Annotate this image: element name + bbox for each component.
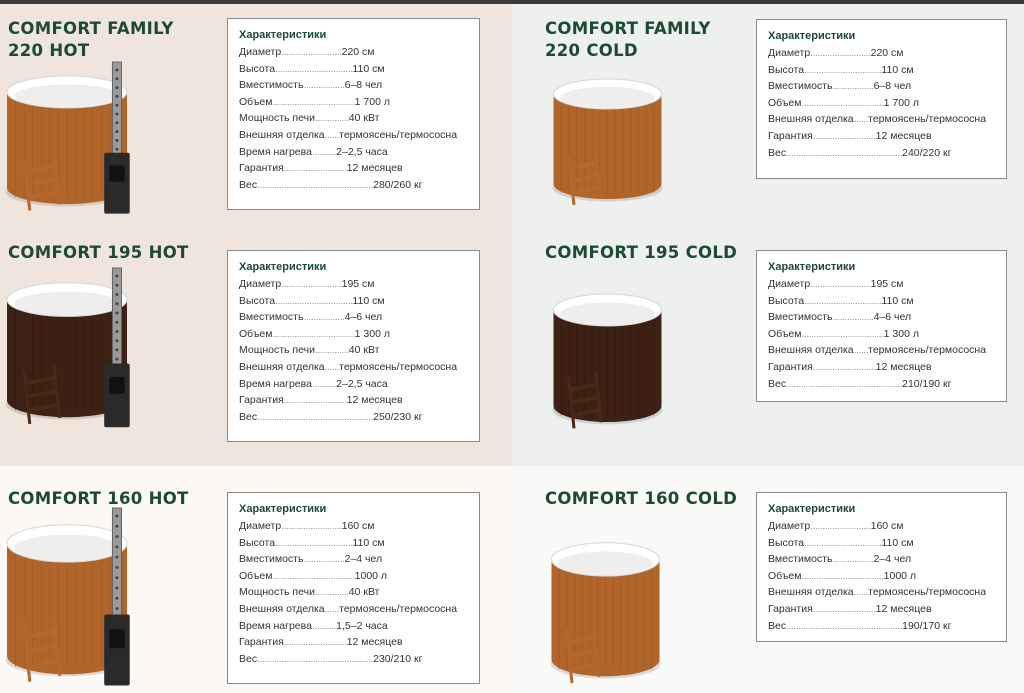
spec-row (239, 177, 469, 194)
spec-label: Гарантия (768, 360, 813, 373)
hot-tub-icon (540, 278, 675, 438)
spec-dots: ......................... (281, 520, 342, 532)
spec-value: 280/260 кг (373, 178, 423, 191)
spec-row (768, 518, 996, 535)
spec-row (768, 309, 996, 326)
spec-label: Высота (239, 62, 276, 75)
spec-dots: ................................................ (786, 146, 903, 159)
spec-value: 230/210 кг (373, 652, 423, 665)
spec-dots: ......................... (810, 47, 871, 59)
spec-dots: .......... (311, 619, 337, 632)
spec-value: 220 см (870, 47, 904, 59)
chimney-vent (115, 321, 118, 324)
spec-dots: .......................... (283, 394, 347, 407)
spec-value: 240/220 кг (902, 146, 952, 159)
spec-label: Вместимость (768, 553, 833, 566)
spec-value: 6–8 чел (873, 80, 912, 93)
spec-label: Высота (239, 536, 276, 549)
spec-label: Диаметр (768, 278, 811, 290)
spec-row (768, 568, 996, 585)
spec-row (768, 293, 996, 310)
product-panel-family-220-hot (0, 4, 512, 222)
spec-row (239, 601, 469, 618)
spec-value: 210/190 кг (902, 377, 952, 390)
spec-label: Время нагрева (239, 377, 312, 390)
spec-dots: .......................... (283, 162, 347, 175)
spec-row (239, 293, 469, 310)
spec-label: Время нагрева (239, 619, 312, 632)
spec-list (768, 276, 996, 392)
stove-chimney-icon (112, 62, 121, 161)
spec-row (239, 276, 469, 293)
spec-card (227, 250, 480, 442)
spec-label: Мощность печи (239, 344, 315, 357)
spec-value: 160 см (341, 520, 375, 532)
spec-label: Вместимость (768, 80, 833, 93)
spec-row (768, 551, 996, 568)
spec-value: 40 кВт (348, 344, 380, 357)
product-title: COMFORT FAMILY 220 HOT (8, 19, 174, 60)
spec-row (239, 584, 469, 601)
spec-dots: ................. (303, 311, 345, 324)
spec-row (239, 634, 469, 651)
spec-row (768, 342, 996, 359)
spec-label: Диаметр (768, 47, 811, 59)
chimney-vent (115, 86, 118, 89)
spec-dots: ................................ (804, 63, 882, 76)
spec-label: Гарантия (768, 602, 813, 615)
spec-dots: ......................... (281, 46, 342, 58)
spec-list (768, 45, 996, 161)
product-panel-160-cold (512, 466, 1024, 693)
spec-dots: ......................... (810, 520, 871, 532)
chimney-vent (115, 597, 118, 600)
chimney-vent (115, 104, 118, 107)
spec-label: Диаметр (239, 46, 282, 58)
product-title: COMFORT 160 COLD (545, 489, 738, 508)
spec-dots: ................................ (275, 62, 353, 75)
spec-label: Вес (768, 146, 787, 159)
spec-label: Вес (239, 410, 258, 423)
chimney-vent (115, 69, 118, 72)
chimney-vent (115, 330, 118, 333)
chimney-vent (115, 77, 118, 80)
spec-label: Диаметр (239, 278, 282, 290)
chimney-vent (115, 148, 118, 151)
spec-label: Мощность печи (239, 112, 315, 125)
spec-dots: ................. (832, 311, 874, 324)
spec-value: 1000 л (883, 569, 917, 582)
spec-value: 12 месяцев (875, 360, 932, 373)
spec-label: Внешняя отделка (239, 360, 325, 373)
spec-row (239, 518, 469, 535)
spec-label: Объем (768, 96, 802, 109)
spec-value: 110 см (881, 63, 914, 76)
chimney-vent (115, 284, 118, 287)
spec-row (768, 326, 996, 343)
spec-dots: ...... (853, 113, 869, 126)
spec-value: 12 месяцев (346, 394, 403, 407)
tub-interior (14, 292, 120, 316)
spec-value: 190/170 кг (902, 619, 952, 632)
spec-dots: .......... (311, 377, 337, 390)
spec-dots: .......................... (812, 360, 876, 373)
spec-row (768, 618, 996, 635)
spec-row (768, 359, 996, 376)
spec-dots: ...... (324, 360, 340, 373)
spec-row (239, 568, 469, 585)
spec-value: 6–8 чел (344, 79, 383, 92)
spec-list (768, 518, 996, 634)
spec-row (768, 376, 996, 393)
spec-title: Характеристики (768, 261, 856, 273)
chimney-vent (115, 293, 118, 296)
spec-dots: ................................ (275, 536, 353, 549)
spec-value: 12 месяцев (346, 162, 403, 175)
spec-row (768, 145, 996, 162)
spec-value: 2–4 чел (344, 553, 383, 566)
product-title: COMFORT 195 HOT (8, 243, 189, 262)
spec-dots: ................................................ (257, 652, 374, 665)
spec-dots: .......... (311, 145, 337, 158)
chimney-vent (115, 130, 118, 133)
spec-label: Внешняя отделка (768, 586, 854, 599)
spec-value: 250/230 кг (373, 410, 423, 423)
spec-row (239, 618, 469, 635)
spec-value: 220 см (341, 46, 375, 58)
spec-label: Гарантия (239, 394, 284, 407)
spec-value: 1 700 л (883, 96, 919, 109)
spec-dots: .................................. (801, 327, 884, 340)
chimney-vent (115, 576, 118, 579)
spec-label: Внешняя отделка (768, 344, 854, 357)
hot-tub-icon (4, 506, 154, 693)
spec-row (239, 144, 469, 161)
spec-card (756, 492, 1007, 642)
spec-title: Характеристики (239, 503, 327, 515)
spec-value: 1 300 л (354, 327, 390, 340)
spec-label: Высота (768, 294, 805, 307)
spec-title: Характеристики (239, 261, 327, 273)
spec-dots: .................................. (272, 569, 355, 582)
stove-door (109, 166, 124, 182)
stove-door (109, 629, 124, 648)
spec-value: 2–4 чел (873, 553, 912, 566)
spec-label: Высота (239, 294, 276, 307)
spec-dots: ...... (853, 586, 869, 599)
spec-label: Внешняя отделка (768, 113, 854, 126)
chimney-vent (115, 311, 118, 314)
spec-row (239, 326, 469, 343)
product-title: COMFORT FAMILY 220 COLD (545, 19, 711, 60)
spec-dots: .................................. (801, 569, 884, 582)
chimney-vent (115, 515, 118, 518)
spec-dots: ................. (303, 79, 345, 92)
spec-dots: .............. (314, 586, 349, 599)
spec-value: 110 см (352, 536, 385, 549)
spec-dots: .................................. (272, 327, 355, 340)
spec-label: Вес (768, 377, 787, 390)
spec-row (768, 601, 996, 618)
spec-value: термоясень/термососна (868, 344, 987, 357)
product-panel-family-220-cold (512, 4, 1024, 222)
spec-value: термоясень/термососна (339, 128, 458, 141)
spec-value: 1 700 л (354, 95, 390, 108)
spec-dots: ...... (324, 602, 340, 615)
spec-label: Диаметр (239, 520, 282, 532)
spec-dots: .......................... (812, 602, 876, 615)
spec-dots: ...... (853, 344, 869, 357)
product-panel-195-hot (0, 222, 512, 466)
spec-value: 4–6 чел (873, 311, 912, 324)
spec-value: 195 см (341, 278, 375, 290)
spec-label: Гарантия (768, 129, 813, 142)
spec-value: 1 300 л (883, 327, 919, 340)
spec-dots: ................. (303, 553, 345, 566)
spec-card (227, 492, 480, 684)
spec-value: термоясень/термососна (339, 360, 458, 373)
spec-row (239, 342, 469, 359)
stove-body (104, 614, 130, 685)
stove-chimney-icon (112, 268, 121, 372)
spec-value: 195 см (870, 278, 904, 290)
spec-value: 160 см (870, 520, 904, 532)
chimney-vent (115, 358, 118, 361)
chimney-vent (115, 535, 118, 538)
spec-row (768, 45, 996, 62)
spec-row (768, 62, 996, 79)
hot-tub-icon (540, 64, 675, 214)
spec-dots: ................................ (804, 536, 882, 549)
product-panel-195-cold (512, 222, 1024, 466)
spec-dots: .................................. (801, 96, 884, 109)
product-title: COMFORT 195 COLD (545, 243, 738, 262)
hot-tub-icon (538, 526, 673, 693)
spec-value: 40 кВт (348, 586, 380, 599)
spec-label: Объем (239, 327, 273, 340)
spec-dots: .......................... (812, 129, 876, 142)
chimney-vent (115, 139, 118, 142)
spec-dots: ................. (832, 553, 874, 566)
spec-row (239, 651, 469, 668)
spec-dots: ................................ (804, 294, 882, 307)
spec-row (239, 551, 469, 568)
spec-title: Характеристики (239, 29, 327, 41)
spec-dots: ................................................ (257, 410, 374, 423)
chimney-vent (115, 525, 118, 528)
spec-value: 2–2,5 часа (336, 145, 388, 158)
spec-value: 12 месяцев (875, 129, 932, 142)
spec-row (239, 44, 469, 61)
spec-label: Объем (768, 327, 802, 340)
tub-interior (558, 552, 653, 576)
spec-label: Вместимость (239, 311, 304, 324)
spec-dots: .............. (314, 344, 349, 357)
spec-label: Вес (239, 178, 258, 191)
spec-label: Гарантия (239, 636, 284, 649)
stove-body (104, 153, 130, 214)
spec-row (239, 535, 469, 552)
spec-dots: .......................... (283, 636, 347, 649)
spec-label: Высота (768, 536, 805, 549)
chimney-vent (115, 121, 118, 124)
spec-value: 110 см (352, 62, 385, 75)
spec-value: термоясень/термососна (339, 602, 458, 615)
spec-dots: ................................................ (786, 619, 903, 632)
spec-dots: ................................................ (257, 178, 374, 191)
stove-body (104, 363, 130, 427)
spec-row (239, 309, 469, 326)
hot-tub-icon (4, 266, 154, 434)
spec-row (239, 61, 469, 78)
chimney-vent (115, 339, 118, 342)
spec-dots: ......................... (281, 278, 342, 290)
spec-row (239, 94, 469, 111)
spec-dots: .................................. (272, 95, 355, 108)
spec-card (227, 18, 480, 210)
spec-label: Объем (239, 569, 273, 582)
chimney-vent (115, 556, 118, 559)
spec-value: 2–2,5 часа (336, 377, 388, 390)
spec-row (239, 160, 469, 177)
chimney-vent (115, 113, 118, 116)
spec-card (756, 250, 1007, 402)
spec-label: Объем (768, 569, 802, 582)
spec-row (768, 276, 996, 293)
spec-label: Вместимость (239, 553, 304, 566)
spec-dots: ......................... (810, 278, 871, 290)
spec-value: 110 см (881, 294, 914, 307)
spec-value: 40 кВт (348, 112, 380, 125)
spec-row (239, 409, 469, 426)
spec-label: Объем (239, 95, 273, 108)
spec-row (768, 111, 996, 128)
spec-dots: ................................................ (786, 377, 903, 390)
tub-interior (14, 84, 120, 107)
product-title: COMFORT 160 HOT (8, 489, 189, 508)
spec-row (768, 584, 996, 601)
spec-value: 4–6 чел (344, 311, 383, 324)
tub-interior (560, 87, 655, 109)
spec-dots: .............. (314, 112, 349, 125)
spec-label: Вес (768, 619, 787, 632)
chimney-vent (115, 302, 118, 305)
spec-row (768, 95, 996, 112)
spec-label: Внешняя отделка (239, 128, 325, 141)
chimney-vent (115, 607, 118, 610)
spec-value: термоясень/термососна (868, 586, 987, 599)
spec-row (239, 392, 469, 409)
spec-label: Гарантия (239, 162, 284, 175)
spec-dots: ...... (324, 128, 340, 141)
spec-title: Характеристики (768, 30, 856, 42)
spec-list (239, 276, 469, 425)
spec-card (756, 19, 1007, 179)
spec-row (239, 77, 469, 94)
spec-value: 110 см (352, 294, 385, 307)
spec-label: Мощность печи (239, 586, 315, 599)
spec-value: 1,5–2 часа (336, 619, 388, 632)
spec-label: Внешняя отделка (239, 602, 325, 615)
spec-row (239, 127, 469, 144)
spec-row (768, 78, 996, 95)
chimney-vent (115, 545, 118, 548)
spec-value: 110 см (881, 536, 914, 549)
chimney-vent (115, 275, 118, 278)
spec-row (239, 110, 469, 127)
spec-row (239, 359, 469, 376)
spec-label: Диаметр (768, 520, 811, 532)
spec-title: Характеристики (768, 503, 856, 515)
spec-value: термоясень/термососна (868, 113, 987, 126)
spec-label: Высота (768, 63, 805, 76)
spec-row (768, 535, 996, 552)
chimney-vent (115, 348, 118, 351)
hot-tub-icon (4, 60, 154, 220)
spec-list (239, 518, 469, 667)
product-panel-160-hot (0, 466, 512, 693)
stove-door (109, 377, 124, 394)
chimney-vent (115, 95, 118, 98)
chimney-vent (115, 586, 118, 589)
spec-value: 12 месяцев (875, 602, 932, 615)
spec-label: Время нагрева (239, 145, 312, 158)
spec-dots: ................. (832, 80, 874, 93)
tub-interior (560, 302, 655, 325)
spec-label: Вес (239, 652, 258, 665)
spec-list (239, 44, 469, 193)
spec-row (768, 128, 996, 145)
spec-value: 1000 л (354, 569, 388, 582)
chimney-vent (115, 566, 118, 569)
spec-dots: ................................ (275, 294, 353, 307)
spec-label: Вместимость (239, 79, 304, 92)
tub-interior (14, 535, 120, 562)
spec-row (239, 376, 469, 393)
spec-label: Вместимость (768, 311, 833, 324)
spec-value: 12 месяцев (346, 636, 403, 649)
